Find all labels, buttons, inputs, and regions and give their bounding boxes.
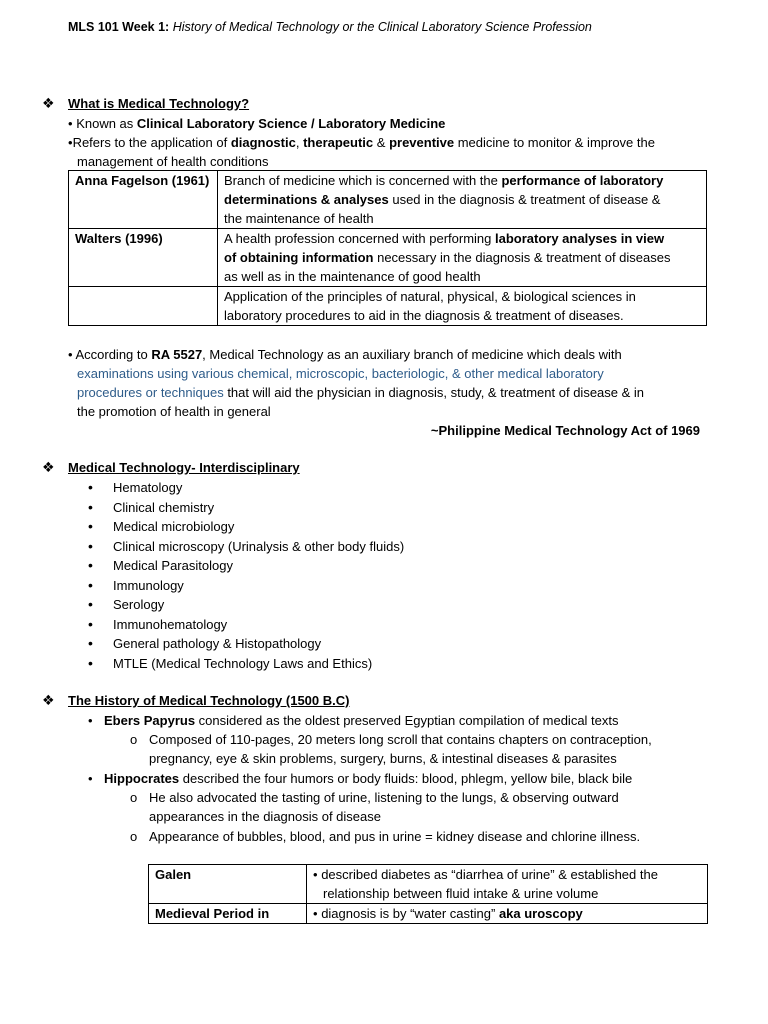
known-as-line: • Known as Clinical Laboratory Science / Laboratory Medicine <box>68 116 446 131</box>
list-item: • Serology <box>88 595 404 615</box>
hippocrates-sub-line: o He also advocated the tasting of urine, listening to the lungs, & observing outward <box>130 790 619 805</box>
name-cell: Galen <box>149 865 307 904</box>
course-topic: History of Medical Technology or the Clinical Laboratory Science Profession <box>172 20 592 34</box>
description-cell: • described diabetes as “diarrhea of urine” & established the relationship between fluid intake & urine volume <box>307 865 708 904</box>
small-bullet-icon: • <box>68 116 73 131</box>
section-title-history: ❖ The History of Medical Technology (1500 B.C) <box>42 692 350 708</box>
list-item: • Medical microbiology <box>88 517 404 537</box>
table-row <box>149 904 708 924</box>
small-bullet-icon: • <box>88 713 93 728</box>
ra-line-3: procedures or techniques that will aid the physician in diagnosis, study, & treatment of disease & in <box>77 385 645 400</box>
definition-cell: Branch of medicine which is concerned with the performance of laboratory determinations & analyses used in the diagnosis & treatment of disease & the maintenance of health <box>218 171 707 229</box>
section-title-what-is: ❖ What is Medical Technology? <box>42 95 250 111</box>
ebers-sub-line-cont: pregnancy, eye & skin problems, surgery, burns, & intestinal diseases & parasites <box>149 751 617 766</box>
hippocrates-line: • Hippocrates described the four humors or body fluids: blood, phlegm, yellow bile, black bile <box>88 771 633 786</box>
small-bullet-icon: • <box>313 867 318 882</box>
definition-cell: A health profession concerned with performing laboratory analyses in view of obtaining information necessary in the diagnosis & treatment of diseases as well as in the maintenance of good health <box>218 229 707 287</box>
small-bullet-icon: • <box>88 771 93 786</box>
diamond-bullet-icon: ❖ <box>42 459 55 475</box>
list-item: • Immunology <box>88 576 404 596</box>
small-bullet-icon: • <box>68 347 73 362</box>
disciplines-list <box>88 478 404 673</box>
definition-cell: Application of the principles of natural, physical, & biological sciences in laboratory procedures to aid in the diagnosis & treatment of diseases. <box>218 287 707 326</box>
list-item: • General pathology & Histopathology <box>88 634 404 654</box>
refers-line: •Refers to the application of diagnostic, therapeutic & preventive medicine to monitor & improve the <box>68 135 655 150</box>
ebers-sub-line: o Composed of 110-pages, 20 meters long scroll that contains chapters on contraception, <box>130 732 652 747</box>
circle-bullet-icon: o <box>130 829 138 844</box>
list-item: • Clinical chemistry <box>88 498 404 518</box>
refers-line-cont: management of health conditions <box>77 154 269 169</box>
small-bullet-icon: • <box>313 906 318 921</box>
table-row <box>69 229 707 287</box>
author-cell: Walters (1996) <box>69 229 218 287</box>
author-cell <box>69 287 218 326</box>
ra-line: • According to RA 5527, Medical Technology as an auxiliary branch of medicine which deals with <box>68 347 622 362</box>
list-item: • MTLE (Medical Technology Laws and Ethics) <box>88 654 404 674</box>
hippocrates-sub-line-cont: appearances in the diagnosis of disease <box>149 809 381 824</box>
table-row <box>69 171 707 229</box>
circle-bullet-icon: o <box>130 790 138 805</box>
list-item: • Clinical microscopy (Urinalysis & other body fluids) <box>88 537 404 557</box>
ebers-line: • Ebers Papyrus considered as the oldest preserved Egyptian compilation of medical texts <box>88 713 619 728</box>
act-citation: ~Philippine Medical Technology Act of 1969 <box>430 423 700 438</box>
course-code: MLS 101 Week 1: <box>68 20 170 34</box>
table-row <box>149 865 708 904</box>
diamond-bullet-icon: ❖ <box>42 95 55 111</box>
ra-line-4: the promotion of health in general <box>77 404 271 419</box>
name-cell: Medieval Period in <box>149 904 307 924</box>
list-item: • Medical Parasitology <box>88 556 404 576</box>
ra-line-blue: examinations using various chemical, microscopic, bacteriologic, & other medical laboratory <box>77 366 604 381</box>
list-item: • Hematology <box>88 478 404 498</box>
section-title-interdisciplinary: ❖ Medical Technology- Interdisciplinary <box>42 459 300 475</box>
definitions-table <box>68 170 707 326</box>
page-header <box>68 18 592 37</box>
small-bullet-icon: • <box>68 135 73 150</box>
list-item: • Immunohematology <box>88 615 404 635</box>
diamond-bullet-icon: ❖ <box>42 692 55 708</box>
description-cell: • diagnosis is by “water casting” aka uroscopy <box>307 904 708 924</box>
table-row <box>69 287 707 326</box>
author-cell: Anna Fagelson (1961) <box>69 171 218 229</box>
history-table <box>148 864 708 924</box>
circle-bullet-icon: o <box>130 732 138 747</box>
hippocrates-sub-line-2: o Appearance of bubbles, blood, and pus in urine = kidney disease and chlorine illness. <box>130 829 641 844</box>
